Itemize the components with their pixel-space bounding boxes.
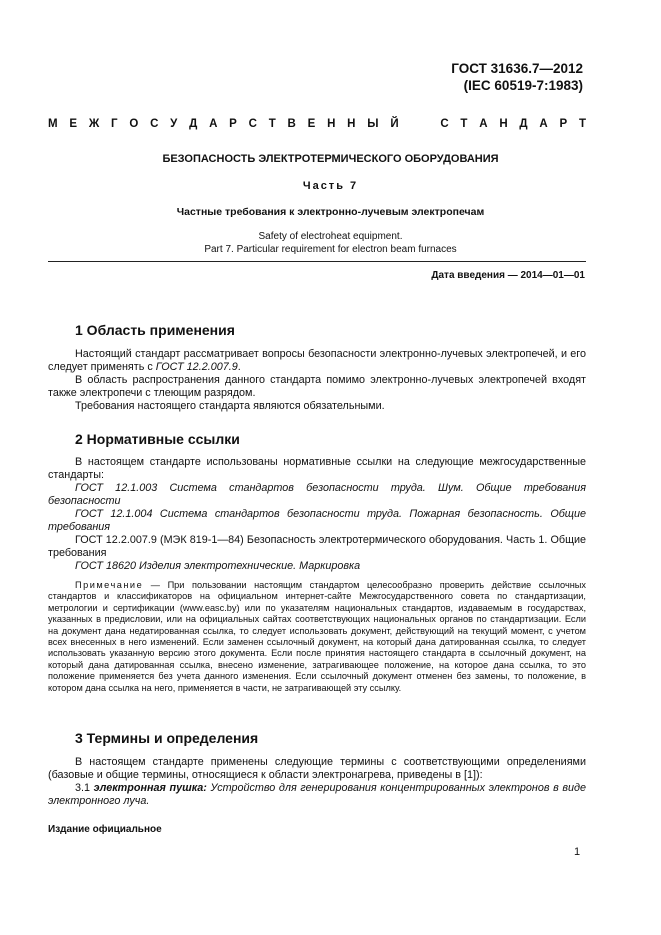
banner-letter: Ж — [88, 118, 100, 130]
banner-letter: О — [129, 118, 139, 130]
banner-letter: С — [248, 118, 257, 130]
section-1-paragraph-1: Настоящий стандарт рассматривает вопросы безопасности электронно-лучевых электропечей, и его следует применять с ГОСТ 12.2.007.9. — [48, 348, 586, 373]
section-2-heading: 2 Нормативные ссылки — [75, 431, 240, 447]
document-title: БЕЗОПАСНОСТЬ ЭЛЕКТРОТЕРМИЧЕСКОГО ОБОРУДОВАНИЯ — [162, 153, 499, 165]
section-1-heading: 1 Область применения — [75, 322, 235, 338]
banner-letter: С — [440, 118, 449, 130]
section-3-body — [48, 756, 586, 808]
section-2-body — [48, 456, 586, 573]
reference-item: ГОСТ 18620 Изделия электротехнические. Маркировка — [75, 560, 361, 572]
reference-item: ГОСТ 12.2.007.9 (МЭК 819-1—84) Безопасность электротермического оборудования. Часть 1. Общие требования — [48, 534, 586, 559]
banner-letter: А — [539, 118, 548, 130]
banner-letter: В — [287, 118, 296, 130]
english-title-line2: Part 7. Particular requirement for electron beam furnaces — [204, 244, 457, 255]
section-2-paragraph-1: В настоящем стандарте использованы нормативные ссылки на следующие межгосударственные стандарты: — [48, 456, 586, 481]
banner-letter: А — [209, 118, 218, 130]
banner-letter: Р — [559, 118, 568, 130]
banner-letter: Г — [111, 118, 118, 130]
banner-letter: М — [48, 118, 58, 130]
document-designation — [451, 60, 583, 94]
banner-letter: Ы — [367, 118, 379, 130]
document-subtitle: Частные требования к электронно-лучевым электропечам — [176, 206, 485, 218]
edition-label: Издание официальное — [48, 824, 162, 835]
banner-letter: У — [170, 118, 178, 130]
introduction-date: Дата введения — 2014—01—01 — [431, 270, 585, 281]
section-3-paragraph-1: В настоящем стандарте применены следующие термины с соответствующими определениями (базовые и общие термины, относящиеся к области электронагрева, приведены в [1]): — [48, 756, 586, 781]
title-divider — [48, 261, 586, 262]
part-label: Часть 7 — [302, 180, 359, 192]
note-block — [48, 580, 586, 694]
gost-reference: ГОСТ 12.2.007.9 — [155, 361, 238, 373]
banner-letter: А — [479, 118, 488, 130]
reference-item: ГОСТ 12.1.003 Система стандартов безопасности труда. Шум. Общие требования безопасности — [48, 482, 586, 507]
banner-letter: Й — [390, 118, 399, 130]
section-3-heading: 3 Термины и определения — [75, 730, 259, 746]
banner-letter: Е — [307, 118, 316, 130]
banner-letter — [425, 118, 428, 130]
term-definition: 3.1 электронная пушка: Устройство для генерирования концентрированных электронов в виде электронного луча. — [48, 782, 587, 807]
banner-letter: Т — [268, 118, 276, 130]
section-1-paragraph-3: Требования настоящего стандарта являются обязательными. — [75, 400, 385, 412]
note-text: — При пользовании настоящим стандартом целесообразно проверить действие ссылочных стандартов и классификаторов на официальном интернет-сайте Межгосударственного совета по стандартизации, метрологии и сертификации (www.easc.by) или по указателям национальных стандартов, издаваемым в государствах, указанных в предисловии, или на официальных сайтах соответствующих национальных органов по стандартизации. Если на документ дана недатированная ссылка, то следует использовать документ, действующий на текущий момент, с учетом всех внесенных в него изменений. Если заменен ссылочный документ, на который дана датированная ссылка, то следует использовать указанную версию этого документа. Если после принятия настоящего стандарта в ссылочный документ, на который дана датированная ссылка, внесено изменение, затрагивающее положение, на которое дана ссылка, то это положение применяется без учета данного изменения. Если ссылочный документ отменен без замены, то положение, в котором дана ссылка на него, применяется в части, не затрагивающей эту ссылку. — [48, 580, 586, 693]
banner-letter: Е — [69, 118, 78, 130]
banner-letter: Т — [460, 118, 468, 130]
section-1-paragraph-2: В область распространения данного стандарта помимо электронно-лучевых электропечей входят также электропечи с тлеющим разрядом. — [48, 374, 586, 399]
term: электронная пушка: — [93, 782, 207, 794]
banner-letter: Н — [499, 118, 508, 130]
english-title-line1: Safety of electroheat equipment. — [258, 231, 403, 242]
banner-letter: Т — [578, 118, 586, 130]
gost-number: ГОСТ 31636.7—2012 — [451, 61, 583, 76]
note-label: Примечание — [75, 580, 144, 590]
english-title — [48, 230, 613, 256]
banner-letter: Д — [519, 118, 528, 130]
banner-letter — [410, 118, 413, 130]
page-number: 1 — [574, 846, 581, 858]
iec-number: (IEC 60519-7:1983) — [463, 78, 583, 93]
banner-letter: Д — [189, 118, 198, 130]
banner-letter: Н — [347, 118, 356, 130]
banner-letter: С — [150, 118, 159, 130]
standard-type-banner — [48, 118, 586, 130]
banner-letter: Н — [327, 118, 336, 130]
term-text: Устройство для генерирования концентрированных электронов в виде электронного луча. — [48, 782, 587, 807]
reference-item: ГОСТ 12.1.004 Система стандартов безопасности труда. Пожарная безопасность. Общие требования — [48, 508, 586, 533]
section-1-body — [48, 348, 586, 413]
banner-letter: Р — [229, 118, 237, 130]
